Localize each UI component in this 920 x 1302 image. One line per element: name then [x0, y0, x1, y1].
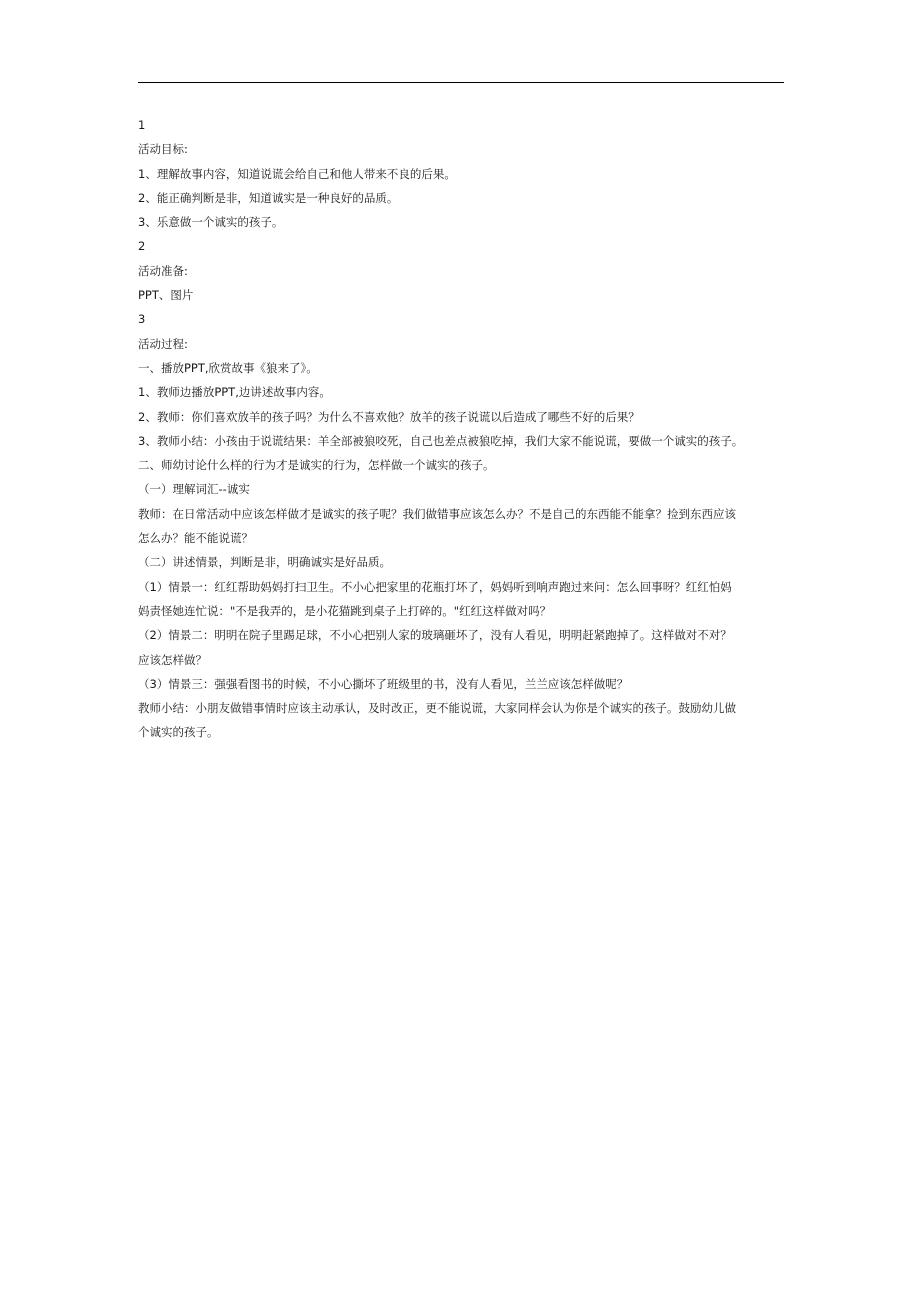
subsection-understand-vocabulary: （一）理解词汇--诚实 — [138, 482, 250, 497]
process-step-1-2: 2、教师：你们喜欢放羊的孩子吗？为什么不喜欢他？放羊的孩子说谎以后造成了哪些不好的后果？ — [138, 409, 640, 424]
process-step-1-3: 3、教师小结：小孩由于说谎结果：羊全部被狼咬死，自己也差点被狼吃掉，我们大家不能说谎，要做一个诚实的孩子。 — [138, 433, 744, 448]
teacher-question-line-2: 怎么办？能不能说谎？ — [138, 531, 253, 546]
teacher-question-line-1: 教师：在日常活动中应该怎样做才是诚实的孩子呢？我们做错事应该怎么办？不是自己的东西能不能拿？捡到东西应该 — [138, 506, 736, 521]
scenario-3: （3）情景三：强强看图书的时候，不小心撕坏了班级里的书，没有人看见，兰兰应该怎样做呢？ — [138, 676, 629, 691]
header-rule — [138, 82, 784, 83]
section-number-1: 1 — [138, 118, 146, 132]
scenario-1-line-1: （1）情景一：红红帮助妈妈打扫卫生。不小心把家里的花瓶打坏了，妈妈听到响声跑过来问：怎么回事呀？红红怕妈 — [138, 579, 732, 594]
process-step-1-1: 1、教师边播放PPT,边讲述故事内容。 — [138, 385, 331, 400]
process-step-1: 一、播放PPT,欣赏故事《狼来了》。 — [138, 360, 318, 375]
section-number-2: 2 — [138, 239, 146, 254]
heading-activity-preparation: 活动准备: — [138, 263, 188, 278]
preparation-materials: PPT、图片 — [138, 288, 194, 303]
goal-item-1: 1、理解故事内容，知道说谎会给自己和他人带来不良的后果。 — [138, 166, 456, 181]
process-step-2: 二、师幼讨论什么样的行为才是诚实的行为，怎样做一个诚实的孩子。 — [138, 458, 495, 473]
scenario-2-line-2: 应该怎样做？ — [138, 652, 207, 667]
subsection-scenarios: （二）讲述情景，判断是非，明确诚实是好品质。 — [138, 555, 391, 570]
section-number-3: 3 — [138, 312, 146, 327]
goal-item-3: 3、乐意做一个诚实的孩子。 — [138, 215, 284, 230]
scenario-1-line-2: 妈责怪她连忙说："不是我弄的，是小花猫跳到桌子上打碎的。"红红这样做对吗？ — [138, 603, 552, 618]
teacher-summary-line-1: 教师小结：小朋友做错事情时应该主动承认，及时改正，更不能说谎，大家同样会认为你是个诚实的孩子。鼓励幼儿做 — [138, 701, 736, 716]
scenario-2-line-1: （2）情景二：明明在院子里踢足球，不小心把别人家的玻璃砸坏了，没有人看见，明明赶紧跑掉了。这样做对不对？ — [138, 628, 732, 643]
document-body — [138, 113, 786, 745]
teacher-summary-line-2: 个诚实的孩子。 — [138, 725, 219, 740]
goal-item-2: 2、能正确判断是非，知道诚实是一种良好的品质。 — [138, 190, 399, 205]
heading-activity-goals: 活动目标: — [138, 142, 188, 157]
heading-activity-process: 活动过程: — [138, 336, 188, 351]
